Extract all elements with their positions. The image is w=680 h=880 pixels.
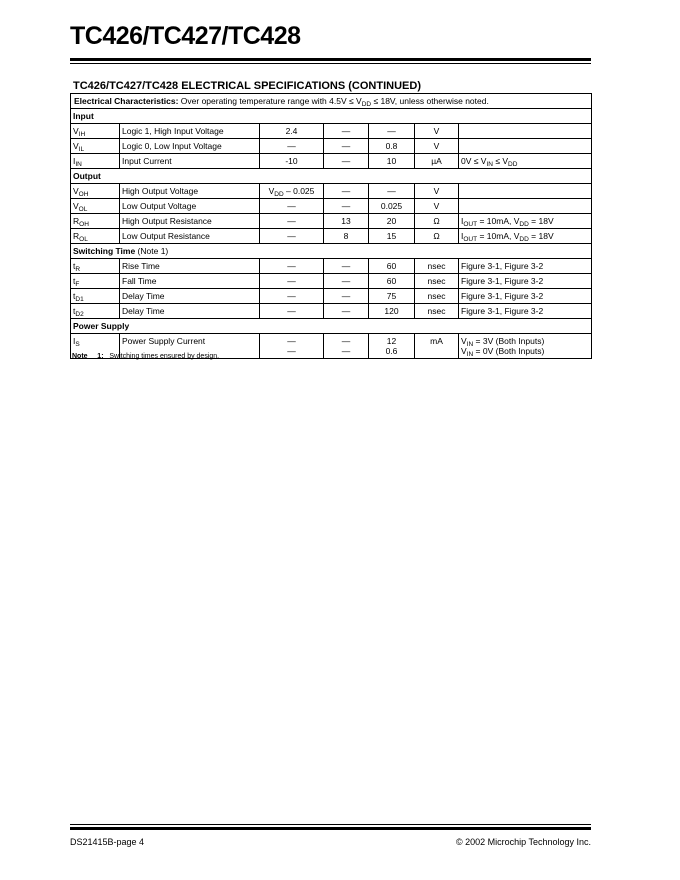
conditions-label: Electrical Characteristics: — [74, 96, 179, 106]
description-cell: Rise Time — [120, 259, 260, 274]
max-cell: 10 — [369, 154, 415, 169]
max-cell: 15 — [369, 229, 415, 244]
header-rule-thin — [70, 63, 591, 64]
group-row-output — [71, 169, 592, 184]
min-cell: $V_{DD} - 0.025$ — [260, 184, 324, 199]
max-cell: 12 0.6 — [369, 334, 415, 359]
table-row — [71, 289, 592, 304]
conditions-cell — [459, 124, 592, 139]
unit-cell: nsec — [415, 259, 459, 274]
unit-cell: V — [415, 199, 459, 214]
unit-cell: mA — [415, 334, 459, 359]
unit-cell: nsec — [415, 304, 459, 319]
group-label-output: Output — [71, 169, 592, 184]
page-title: TC426/TC427/TC428 — [70, 22, 301, 50]
group-row-switching — [71, 244, 592, 259]
conditions-cell: $V_{IN} = 3V$ (Both Inputs) $V_{IN} = 0V$ (Both Inputs) — [459, 334, 592, 359]
max-cell: 60 — [369, 259, 415, 274]
unit-cell: V — [415, 139, 459, 154]
symbol-cell: $V_{IH}$ — [71, 124, 120, 139]
symbol-cell: $t_{D1}$ — [71, 289, 120, 304]
group-label-input: Input — [71, 109, 592, 124]
note-label: Note — [72, 353, 88, 360]
group-row-input — [71, 109, 592, 124]
conditions-cell: Figure 3-1, Figure 3-2 — [459, 304, 592, 319]
footer-copyright: © 2002 Microchip Technology Inc. — [455, 837, 591, 847]
table-row — [71, 139, 592, 154]
symbol-cell: $R_{OL}$ — [71, 229, 120, 244]
description-cell: Delay Time — [120, 289, 260, 304]
typ-cell: — — [324, 259, 369, 274]
note-text: Switching times ensured by design. — [109, 353, 220, 360]
unit-cell: V — [415, 124, 459, 139]
typ-cell: — — [324, 184, 369, 199]
description-cell: Logic 1, High Input Voltage — [120, 124, 260, 139]
table-row — [71, 154, 592, 169]
conditions-cell: Figure 3-1, Figure 3-2 — [459, 274, 592, 289]
footer-document-id: DS21415B-page 4 — [70, 837, 145, 847]
typ-cell: — — [324, 199, 369, 214]
symbol-cell: $I_S$ — [71, 334, 120, 359]
table-row — [71, 259, 592, 274]
conditions-sub: DD — [361, 101, 372, 108]
typ-cell: — — [324, 124, 369, 139]
note-number: 1: — [97, 353, 104, 360]
max-cell: 60 — [369, 274, 415, 289]
max-cell: 20 — [369, 214, 415, 229]
table-row — [71, 184, 592, 199]
conditions-cell: Figure 3-1, Figure 3-2 — [459, 289, 592, 304]
description-cell: Fall Time — [120, 274, 260, 289]
footer-rule-thick — [70, 827, 591, 830]
conditions-cell — [459, 139, 592, 154]
table-row — [71, 304, 592, 319]
conditions-cell — [459, 199, 592, 214]
typ-cell: — — — [324, 334, 369, 359]
conditions-row — [71, 94, 592, 109]
typ-cell: 8 — [324, 229, 369, 244]
group-row-power — [71, 319, 592, 334]
conditions-cell: $I_{OUT} = 10mA$, $V_{DD} = 18V$ — [459, 229, 592, 244]
note-reference: (Note 1) — [135, 246, 169, 256]
unit-cell: nsec — [415, 274, 459, 289]
conditions-cell: Figure 3-1, Figure 3-2 — [459, 259, 592, 274]
unit-cell: nsec — [415, 289, 459, 304]
typ-cell: — — [324, 139, 369, 154]
conditions-text-a: Over operating temperature range with 4.5V ≤ V — [178, 96, 362, 106]
min-cell: — — [260, 259, 324, 274]
description-cell: High Output Resistance — [120, 214, 260, 229]
symbol-cell: $t_F$ — [71, 274, 120, 289]
unit-cell: Ω — [415, 214, 459, 229]
min-cell: — — [260, 304, 324, 319]
conditions-cell: $0V \le V_{IN} \le V_{DD}$ — [459, 154, 592, 169]
footer-rule-thin — [70, 824, 591, 825]
specifications-table — [70, 93, 592, 359]
unit-cell: V — [415, 184, 459, 199]
symbol-cell: $t_R$ — [71, 259, 120, 274]
conditions-cell — [459, 184, 592, 199]
min-cell: — — — [260, 334, 324, 359]
max-cell: 0.8 — [369, 139, 415, 154]
typ-cell: — — [324, 154, 369, 169]
max-cell: — — [369, 184, 415, 199]
unit-cell: µA — [415, 154, 459, 169]
description-cell: Logic 0, Low Input Voltage — [120, 139, 260, 154]
symbol-cell: $V_{IL}$ — [71, 139, 120, 154]
unit-cell: Ω — [415, 229, 459, 244]
min-cell: — — [260, 139, 324, 154]
conditions-text-b: ≤ 18V, unless otherwise noted. — [371, 96, 489, 106]
max-cell: 120 — [369, 304, 415, 319]
conditions-cell — [71, 94, 592, 109]
table-note — [72, 353, 219, 360]
description-cell: Delay Time — [120, 304, 260, 319]
table-row — [71, 124, 592, 139]
min-cell: — — [260, 199, 324, 214]
typ-cell: — — [324, 304, 369, 319]
description-cell: Input Current — [120, 154, 260, 169]
max-cell: 75 — [369, 289, 415, 304]
max-cell: — — [369, 124, 415, 139]
section-heading: TC426/TC427/TC428 ELECTRICAL SPECIFICATIONS (CONTINUED) — [73, 80, 421, 92]
min-cell: — — [260, 214, 324, 229]
min-cell: — — [260, 229, 324, 244]
description-cell: Power Supply Current — [120, 334, 260, 359]
symbol-cell: $t_{D2}$ — [71, 304, 120, 319]
min-cell: -10 — [260, 154, 324, 169]
symbol-cell: $R_{OH}$ — [71, 214, 120, 229]
symbol-cell: $V_{OH}$ — [71, 184, 120, 199]
table-row — [71, 274, 592, 289]
typ-cell: — — [324, 289, 369, 304]
max-cell: 0.025 — [369, 199, 415, 214]
typ-cell: 13 — [324, 214, 369, 229]
conditions-cell: $I_{OUT} = 10mA$, $V_{DD} = 18V$ — [459, 214, 592, 229]
min-cell: — — [260, 274, 324, 289]
typ-cell: — — [324, 274, 369, 289]
symbol-cell: $V_{OL}$ — [71, 199, 120, 214]
description-cell: Low Output Voltage — [120, 199, 260, 214]
min-cell: 2.4 — [260, 124, 324, 139]
table-row — [71, 214, 592, 229]
header-rule-thick — [70, 58, 591, 61]
table-row — [71, 199, 592, 214]
description-cell: Low Output Resistance — [120, 229, 260, 244]
group-label-switching: Switching Time (Note 1) — [71, 244, 592, 259]
description-cell: High Output Voltage — [120, 184, 260, 199]
min-cell: — — [260, 289, 324, 304]
group-label-power: Power Supply — [71, 319, 592, 334]
symbol-cell: $I_{IN}$ — [71, 154, 120, 169]
table-row — [71, 229, 592, 244]
